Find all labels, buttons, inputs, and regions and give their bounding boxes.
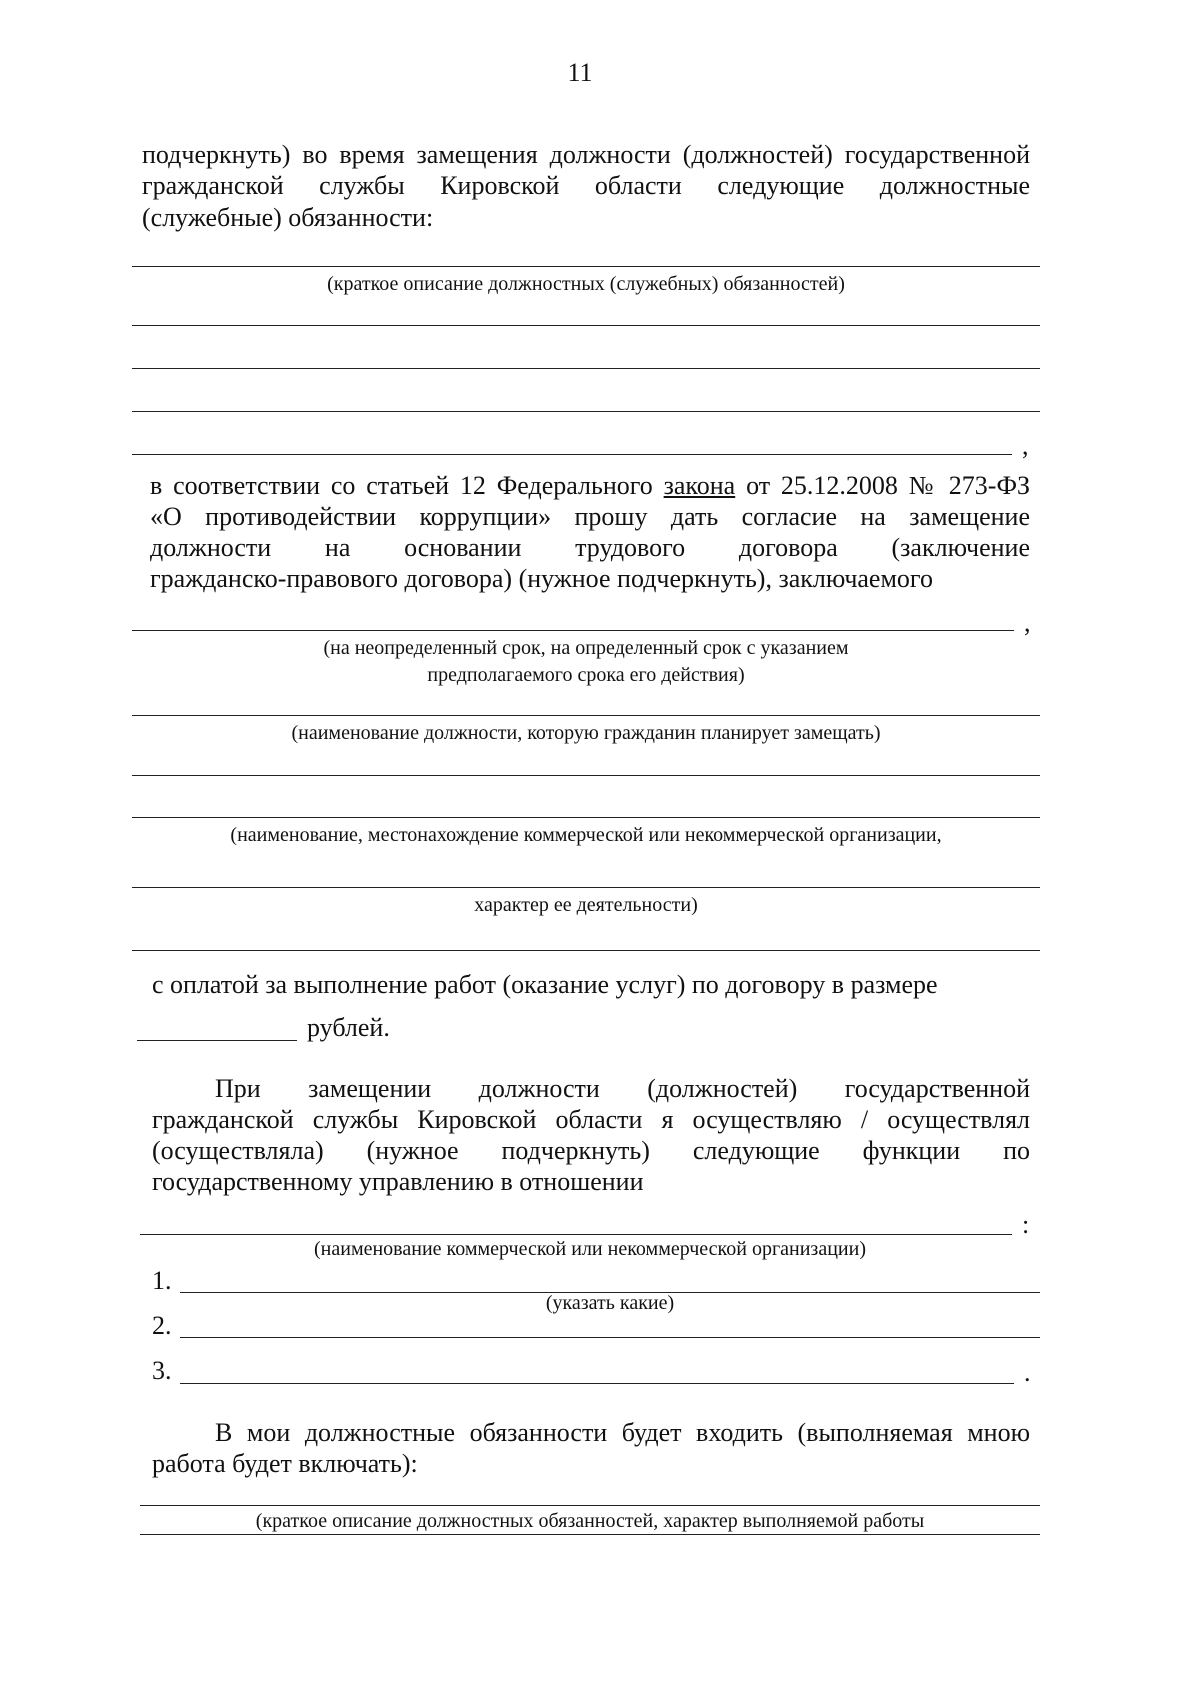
term-blank-line[interactable] [132, 630, 1014, 631]
duties-caption: (краткое описание должностных (служебных) обязанностей) [327, 273, 845, 295]
functions-line-3: (осуществляла) (нужное подчеркнуть) следующие функции по [152, 1136, 1030, 1165]
comma-mark: , [1022, 431, 1029, 460]
term-caption-1: (на неопределенный срок, на определенный срок с указанием [323, 637, 849, 659]
list-item-number-2: 2. [152, 1311, 172, 1340]
payment-currency: рублей. [307, 1013, 390, 1042]
org-blank-line-2[interactable] [132, 887, 1040, 888]
comma-mark-2: , [1024, 608, 1031, 637]
payment-line: с оплатой за выполнение работ (оказание услуг) по договору в размере [152, 970, 938, 999]
list-item-blank-3[interactable] [180, 1383, 1014, 1384]
specify-caption: (указать какие) [545, 1292, 675, 1314]
future-duties-line-1: В мои должностные обязанности будет входить (выполняемая мною [215, 1418, 1030, 1447]
term-caption-2: предполагаемого срока его действия) [427, 664, 745, 686]
org-blank-line[interactable] [132, 817, 1040, 818]
functions-line-2: гражданской службы Кировской области я осуществляю / осуществлял [152, 1105, 1030, 1134]
duties-blank-line-3[interactable] [132, 368, 1040, 369]
position-blank-line[interactable] [132, 715, 1040, 716]
org-caption-2: характер ее деятельности) [474, 894, 698, 916]
consent-text-post: от 25.12.2008 № 273-ФЗ [746, 471, 1031, 500]
consent-line-4: гражданско-правового договора) (нужное подчеркнуть), заключаемого [150, 564, 933, 593]
consent-text-pre: в соответствии со статьей 12 Федерального [150, 471, 653, 500]
functions-line-1: При замещении должности (должностей) государственной [215, 1074, 1030, 1103]
list-item-number-1: 1. [152, 1266, 172, 1295]
org-name-caption: (наименование коммерческой или некоммерческой организации) [314, 1238, 866, 1260]
duties-blank-line-2[interactable] [132, 325, 1040, 326]
payment-amount-blank[interactable] [137, 1040, 297, 1041]
period-mark: . [1024, 1358, 1031, 1387]
intro-line-3: (служебные) обязанности: [142, 203, 434, 232]
colon-mark: : [1022, 1210, 1030, 1239]
law-link[interactable]: закона [663, 471, 736, 500]
work-blank-line-2[interactable] [140, 1534, 1040, 1535]
list-item-blank-2[interactable] [180, 1337, 1040, 1338]
duties-blank-line-4[interactable] [132, 411, 1040, 412]
functions-line-4: государственному управлению в отношении [152, 1167, 644, 1196]
future-duties-line-2: работа будет включать): [152, 1449, 418, 1478]
intro-line-1: подчеркнуть) во время замещения должности (должностей) государственной [142, 140, 1030, 169]
page-number: 11 [567, 58, 593, 87]
intro-line-2: гражданской службы Кировской области следующие должностные [142, 171, 1030, 200]
duties-blank-line-1[interactable] [132, 266, 1040, 267]
position-blank-line-2[interactable] [132, 775, 1040, 776]
org-blank-line-3[interactable] [132, 950, 1040, 951]
consent-line-3: должности на основании трудового договора (заключение [150, 533, 1030, 562]
duties-blank-line-5[interactable] [132, 454, 1012, 455]
org-caption-1: (наименование, местонахождение коммерческой или некоммерческой организации, [230, 824, 942, 846]
position-caption: (наименование должности, которую гражданин планирует замещать) [291, 722, 881, 744]
list-item-number-3: 3. [152, 1356, 172, 1385]
work-caption: (краткое описание должностных обязанностей, характер выполняемой работы [255, 1510, 925, 1532]
consent-line-1 [150, 469, 1030, 502]
consent-line-2: «О противодействии коррупции» прошу дать согласие на замещение [150, 502, 1030, 531]
work-blank-line[interactable] [140, 1505, 1040, 1506]
org-name-blank-line[interactable] [140, 1234, 1012, 1235]
